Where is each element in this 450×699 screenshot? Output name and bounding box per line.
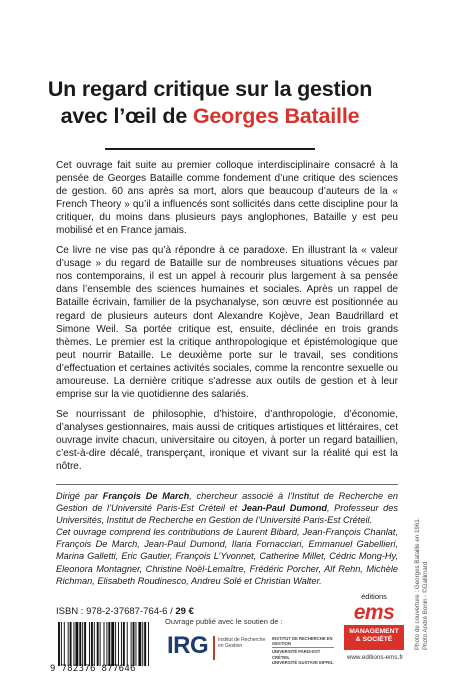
- barcode-bar: [89, 622, 90, 666]
- barcode-bar: [91, 622, 93, 666]
- barcode-image: [58, 622, 150, 666]
- barcode-digits: 9 782376 877646: [50, 664, 136, 674]
- barcode-bar: [133, 622, 135, 666]
- barcode-bar: [138, 622, 141, 666]
- isbn-price: [56, 606, 194, 617]
- institution-divider: [272, 647, 334, 648]
- institution-logo: [272, 636, 334, 665]
- title-line-2: [30, 103, 390, 130]
- title-divider: [105, 148, 315, 150]
- irg-logo-bar: [213, 636, 215, 660]
- barcode-bar: [115, 622, 116, 666]
- photo-credit-line-2: Photo André Bonin - ©Gallimard: [422, 561, 429, 650]
- publisher-url: www.editions-ems.fr: [346, 654, 404, 661]
- publisher-collection-band: [344, 625, 404, 650]
- barcode-bar: [104, 622, 105, 666]
- institution-line-1: INSTITUT DE RECHERCHE EN GESTION: [272, 636, 333, 647]
- irg-logo: IRG: [167, 632, 209, 659]
- credits-divider: [56, 484, 398, 485]
- directed-by-label: Dirigé par: [56, 491, 103, 501]
- barcode-bar: [121, 622, 122, 666]
- institution-line-2: UNIVERSITÉ PARIS-EST CRÉTEIL: [272, 649, 321, 660]
- support-text: Ouvrage publié avec le soutien de :: [165, 617, 283, 626]
- barcode-bar: [58, 622, 60, 666]
- barcode-bar: [64, 622, 65, 666]
- irg-logo-subtitle: Institut de Recherche en Gestion: [218, 637, 266, 649]
- barcode-bar: [106, 622, 107, 666]
- barcode-bar: [61, 622, 62, 666]
- barcode-bar: [123, 622, 125, 666]
- editor-1-name: François De March: [102, 491, 190, 501]
- editor-1-description: , chercheur associé à l’Institut de Recherche en Gestion de l’Université Paris-Est Créteil et: [56, 491, 398, 514]
- barcode-bar: [73, 622, 74, 666]
- barcode-bar: [142, 622, 143, 666]
- editor-2-name: Jean-Paul Dumond: [241, 503, 328, 514]
- institution-line-3: UNIVERSITÉ GUSTAVE EIFFEL: [272, 659, 334, 665]
- contributors-paragraph: Cet ouvrage comprend les contributions de Laurent Bibard, Jean-François Chanlat, François De March, Jean-Paul Dumond, Ilaria Fornacciari, Emmanuel Gabellieri, Marina Galletti, Eric Gautier, François L’Yvonnet, Catherine Millet, Cédric Mong-Hy, Eleonora Montagner, Christine Noël-Lemaître, Frédéric Porcher, Alf Rehn, Michèle Richman, Elisabeth Roudinesco, Andreu Solé et Christian Walter.: [56, 527, 398, 586]
- editors-paragraph: [56, 490, 398, 526]
- barcode-bar: [94, 622, 95, 666]
- barcode-bar: [70, 622, 72, 666]
- blurb-paragraph-1: Cet ouvrage fait suite au premier colloque interdisciplinaire consacré à la pensée de Georges Bataille comme fondement d’une critique des sciences de gestion. 60 ans après sa mort, alors que beaucoup d’auteurs de la « French Theory » qu’il a influencés sont sollicités dans cette discipline pour la critiquer, du moins dans plusieurs pays anglophones, Bataille y est peu mobilisé et en France jamais.: [56, 160, 398, 237]
- barcode-bar: [111, 622, 114, 666]
- title-line-2-prefix: avec l’œil de: [60, 104, 193, 128]
- barcode-bar: [135, 622, 136, 666]
- barcode-bar: [79, 622, 81, 666]
- blurb-paragraph-2: Ce livre ne vise pas qu’à répondre à ce paradoxe. En illustrant la « valeur d’usage » du regard de Bataille sur de nombreuses situations vécues par nos contemporains, il est un appel à recourir plus largement à sa pensée dans l’ensemble des sciences humaines et sociales. Après un rappel de Bataille écrivain, familier de la psychanalyse, son œuvre est positionnée au regard de plusieurs auteurs dont Alexandre Kojève, Jean Baudrillard et Simone Weil. Sa portée critique est, ensuite, déclinée en trois grands thèmes. Le premier est la critique anthropologique et épistémologique que peut nourrir Bataille. Le deuxième porte sur le travail, ses conditions d’effectuation et certaines activités sociales, comme la rencontre sexuelle ou amoureuse. La dernière critique s’adresse aux outils de gestion et à leur emprise sur la vie quotidienne des salariés.: [56, 245, 398, 400]
- cover-title: [30, 76, 390, 130]
- barcode-bar: [127, 622, 128, 666]
- photo-credit: [414, 518, 430, 650]
- credits-block: [56, 490, 398, 587]
- blurb-paragraph-3: Se nourrissant de philosophie, d’histoire, d’anthropologie, d’économie, d’analyses gestionnaires, mais aussi de critiques artistiques et littéraires, cet ouvrage invite chacun, universitaire ou citoyen, à porter un regard bataillien, c’est-à-dire décalé, transperçant, ironique et vivant sur la réalité qui est la nôtre.: [56, 408, 398, 473]
- barcode-bar: [68, 622, 69, 666]
- title-line-1: Un regard critique sur la gestion: [47, 77, 373, 101]
- barcode-bar: [148, 622, 149, 666]
- editor-2-description: , Professeur des Universités, Institut de Recherche en Gestion de l’Université Paris-Est Créteil.: [56, 503, 398, 526]
- barcode-bar: [108, 622, 110, 666]
- barcode-bar: [131, 622, 132, 666]
- barcode-bar: [118, 622, 119, 666]
- blurb: [56, 159, 398, 480]
- photo-credit-line-1: Photo de couverture : Georges Bataille en 1961.: [414, 517, 421, 650]
- barcode-bar: [84, 622, 86, 666]
- barcode-bar: [97, 622, 99, 666]
- barcode-bar: [144, 622, 146, 666]
- collection-line-1: MANAGEMENT: [349, 628, 399, 635]
- barcode-bar: [100, 622, 101, 666]
- barcode-bar: [75, 622, 78, 666]
- publisher-logo: ems: [353, 601, 395, 624]
- isbn-text: ISBN : 978-2-37687-764-6 /: [56, 606, 176, 617]
- barcode-bar: [82, 622, 83, 666]
- price: 29 €: [175, 606, 194, 617]
- publisher-editions-label: éditions: [361, 592, 387, 601]
- collection-line-2: & SOCIÉTÉ: [355, 636, 393, 643]
- title-author-name: Georges Bataille: [192, 104, 360, 128]
